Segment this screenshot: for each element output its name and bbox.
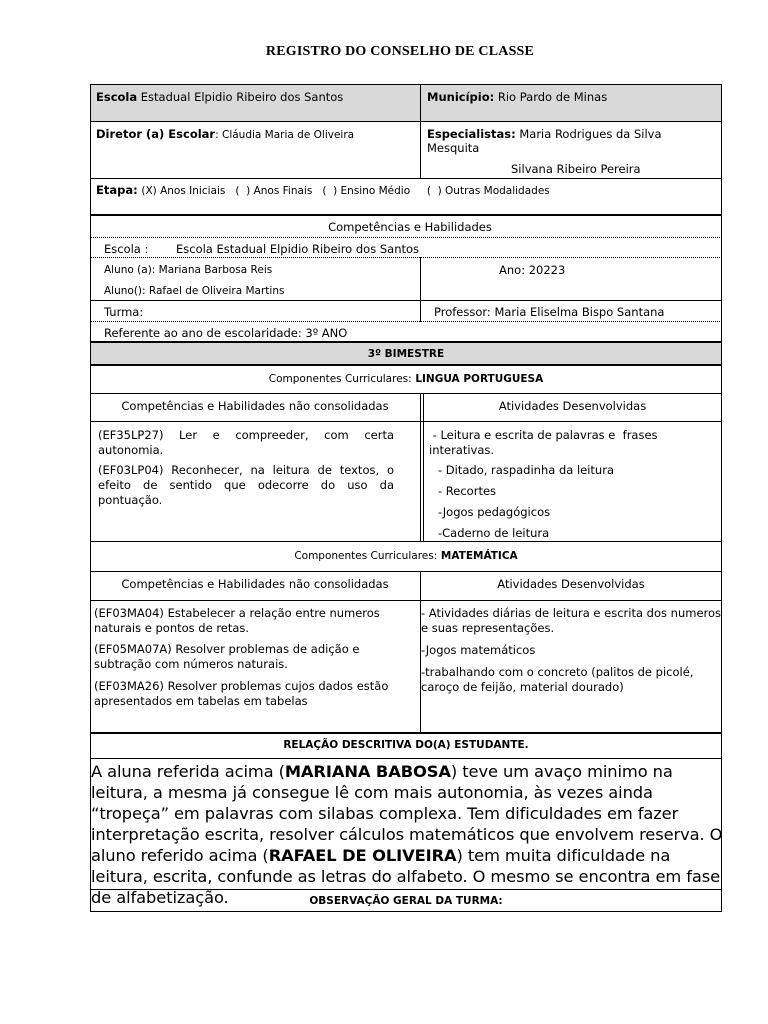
divider (90, 758, 722, 759)
lp-habilidade-2: (EF03LP04) Reconhecer, na leitura de textos, o efeito de sentido que odecorre do uso da pontuação. (98, 463, 394, 507)
lp-atividade-4: -Jogos pedagógicos (438, 505, 551, 519)
especialistas-value2: Silvana Ribeiro Pereira (511, 162, 641, 176)
lp-componente: LINGUA PORTUGUESA (415, 373, 544, 385)
relacao-p3: ) tem muita dificuldade na leitura, escrita, confunde as letras do alfabeto. O mesmo se encontra em fase de alfabetização. (91, 846, 721, 907)
etapa-options: (X) Anos Iniciais ( ) Anos Finais ( ) Ensino Médio ( ) Outras Modalidades (141, 185, 550, 197)
document-title: REGISTRO DO CONSELHO DE CLASSE (265, 44, 535, 59)
divider (420, 257, 421, 322)
mat-habilidade-3: (EF03MA26) Resolver problemas cujos dados estão apresentados em tabelas em tabelas (94, 679, 389, 708)
mat-atividade-1: - Atividades diárias de leitura e escrita dos numeros e suas representações. (421, 606, 722, 635)
mat-col-left: Competências e Habilidades não consolidadas (121, 577, 389, 591)
divider (90, 300, 722, 301)
divider (90, 600, 722, 601)
relacao-heading: RELAÇÃO DESCRITIVA DO(A) ESTUDANTE. (283, 739, 529, 751)
referente: Referente ao ano de escolaridade: 3º ANO (104, 326, 348, 340)
etapa-field (96, 183, 550, 199)
divider (90, 237, 722, 238)
mat-atividade-2: -Jogos matemáticos (421, 643, 536, 657)
lp-habilidade-1: (EF35LP27) Ler e compreeder, com certa autonomia. (98, 428, 394, 457)
turma: Turma: (104, 305, 144, 319)
escola-label: Escola (96, 90, 138, 104)
escola-value: Estadual Elpidio Ribeiro dos Santos (140, 90, 344, 104)
professor: Professor: Maria Eliselma Bispo Santana (434, 305, 665, 319)
diretor-label: Diretor (a) Escolar (96, 127, 216, 141)
relacao-name1: MARIANA BABOSA (284, 762, 451, 781)
mat-componentes (90, 548, 722, 564)
municipio-value: Rio Pardo de Minas (497, 90, 608, 104)
divider (90, 393, 722, 394)
divider (90, 257, 722, 258)
competencias-heading: Competências e Habilidades (328, 220, 492, 234)
divider (420, 393, 421, 542)
aluno1: Aluno (a): Mariana Barbosa Reis (104, 264, 273, 276)
mat-componente: MATEMÁTICA (440, 550, 518, 562)
mat-col-right: Atividades Desenvolvidas (497, 577, 645, 591)
diretor-field (96, 127, 354, 143)
escola-line-label: Escola : (104, 242, 149, 256)
divider (423, 393, 424, 542)
especialistas-value1a: Maria Rodrigues da Silva (519, 127, 662, 141)
escola-line-value: Escola Estadual Elpidio Ribeiro dos Santos (176, 242, 420, 256)
lp-atividade-2: - Ditado, raspadinha da leitura (438, 463, 614, 477)
divider (90, 421, 722, 422)
divider (90, 178, 722, 179)
lp-col-left: Competências e Habilidades não consolidadas (121, 399, 389, 413)
mat-atividade-3: -trabalhando com o concreto (palitos de picolé, caroço de feijão, material dourado) (421, 665, 694, 694)
especialistas-label: Especialistas: (427, 127, 516, 141)
lp-atividade-1: - Leitura e escrita de palavras e frases interativas. (429, 428, 662, 457)
mat-componentes-label: Componentes Curriculares: (294, 550, 438, 562)
divider (90, 321, 722, 322)
divider (90, 571, 722, 572)
divider (420, 84, 421, 178)
lp-atividade-5: -Caderno de leitura (438, 526, 550, 540)
etapa-label: Etapa: (96, 183, 138, 197)
lp-componentes (90, 371, 722, 387)
bimestre-label: 3º BIMESTRE (367, 348, 445, 360)
relacao-name2: RAFAEL DE OLIVEIRA (268, 846, 457, 865)
lp-atividade-3: - Recortes (438, 484, 497, 498)
relacao-text (91, 761, 731, 908)
relacao-p2: ) teve um avaço minimo na leitura, a mesma já consegue lê com mais autonomia, às vezes ainda “tropeça” em palavras com silabas complexa. Tem dificuldades em fazer interpretação escrita, resolver cálculos matemáticos que envolvem reserva. O aluno referido acima ( (91, 762, 723, 865)
lp-componentes-label: Componentes Curriculares: (268, 373, 412, 385)
municipio-label: Município: (427, 90, 495, 104)
especialistas-field (427, 127, 662, 142)
ano: Ano: 20223 (499, 263, 566, 277)
lp-col-right: Atividades Desenvolvidas (498, 399, 647, 413)
relacao-p1: A aluna referida acima ( (91, 762, 285, 781)
especialistas-value1b: Mesquita (427, 141, 480, 155)
divider (90, 889, 722, 890)
mat-habilidade-1: (EF03MA04) Estabelecer a relação entre numeros naturais e pontos de retas. (94, 606, 380, 635)
observacao-heading: OBSERVAÇÃO GERAL DA TURMA: (309, 895, 503, 907)
escola-field (96, 90, 343, 105)
divider (90, 121, 722, 122)
mat-habilidade-2: (EF05MA07A) Resolver problemas de adição e subtração com números naturais. (94, 642, 360, 671)
municipio-field (427, 90, 607, 105)
diretor-value: : Cláudia Maria de Oliveira (215, 129, 355, 141)
aluno2: Aluno(): Rafael de Oliveira Martins (104, 285, 285, 297)
